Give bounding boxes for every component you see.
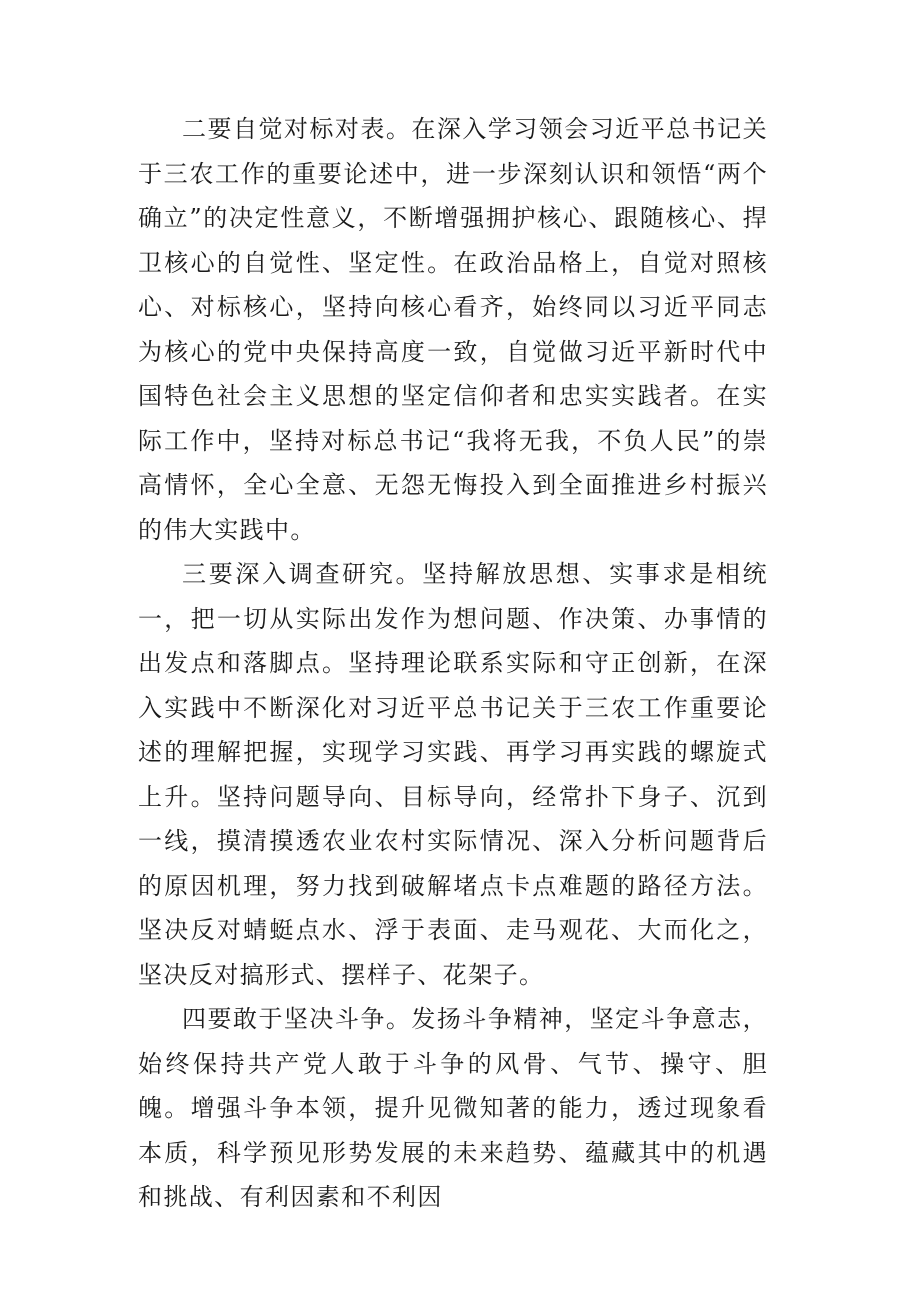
paragraph-align-with-core: 二要自觉对标对表。在深入学习领会习近平总书记关于三农工作的重要论述中，进一步深刻认识和领悟“两个确立”的决定性意义，不断增强拥护核心、跟随核心、捍卫核心的自觉性、坚定性。在政治品格上，自觉对照核心、对标核心，坚持向核心看齐，始终同以习近平同志为核心的党中央保持高度一致，自觉做习近平新时代中国特色社会主义思想的坚定信仰者和忠实实践者。在实际工作中，坚持对标总书记“我将无我，不负人民”的崇高情怀，全心全意、无怨无悔投入到全面推进乡村振兴的伟大实践中。 — [138, 115, 768, 544]
document-body — [138, 107, 768, 1220]
paragraph-investigation-research: 三要深入调查研究。坚持解放思想、实事求是相统一，把一切从实际出发作为想问题、作决策、办事情的出发点和落脚点。坚持理论联系实际和守正创新，在深入实践中不断深化对习近平总书记关于三农工作重要论述的理解把握，实现学习实践、再学习再实践的螺旋式上升。坚持问题导向、目标导向，经常扑下身子、沉到一线，摸清摸透农业农村实际情况、深入分析问题背后的原因机理，努力找到破解堵点卡点难题的路径方法。坚决反对蜻蜓点水、浮于表面、走马观花、大而化之，坚决反对搞形式、摆样子、花架子。 — [138, 560, 768, 989]
paragraph-dare-to-struggle: 四要敢于坚决斗争。发扬斗争精神，坚定斗争意志，始终保持共产党人敢于斗争的风骨、气节、操守、胆魄。增强斗争本领，提升见微知著的能力，透过现象看本质，科学预见形势发展的未来趋势、蕴藏其中的机遇和挑战、有利因素和不利因 — [138, 1005, 768, 1211]
